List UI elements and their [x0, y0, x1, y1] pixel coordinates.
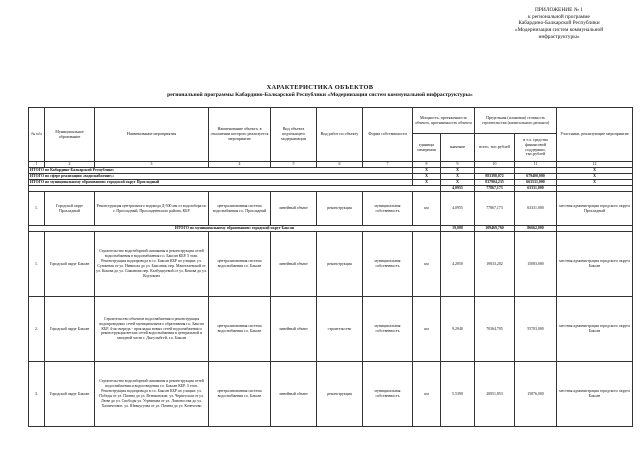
appendix-line: Кабардино-Балкарской Республики [518, 20, 600, 27]
summary-participants: X [557, 174, 633, 180]
column-number: 10 [475, 162, 515, 168]
header-capacity-unit: единицы измерения [413, 134, 441, 162]
table-row [29, 232, 633, 297]
column-number: 8 [413, 162, 441, 168]
column-number: 11 [515, 162, 557, 168]
row-fund: 15876,000 [515, 362, 557, 427]
row-participants: местная администрация городского округа Прохладный [557, 192, 633, 226]
summary-value: X [441, 180, 475, 186]
header-cost-total: всего, тыс.рублей [475, 134, 515, 162]
row-value: 9,2940 [441, 297, 475, 362]
row-fund: 15083,000 [515, 232, 557, 297]
summary-label: ИТОГО по сфере реализации «водоснабжение»: [29, 174, 413, 180]
row-measure: Строительство водозаборной скважины и реконструкция сетей водоснабжения в водоснабжения г.о. Баксан КБР. 5 этап. Реконструкция водопровода в г.о. Баксан КБР по улицам: ул. Сунженая от ул. Нимиола до ул. Баксаная, пер. Макотлаевской от ул. Кокова до ул. Сижанова пер. Калбуцкуевой от ул. Кокова до ул. Кодзокова [95, 232, 209, 297]
column-number: 3 [95, 162, 209, 168]
row-ownership: муниципальная собственность [363, 232, 413, 297]
subtotal-value: 4,0955 [441, 186, 475, 192]
row-unit: км [413, 192, 441, 226]
header-row [29, 108, 633, 134]
row-participants: местная администрация городского округа Баксан [557, 362, 633, 427]
row-num: 1. [29, 192, 45, 226]
row-unit: км [413, 232, 441, 297]
subtotal-total: 77867,173 [475, 186, 515, 192]
summary-total: 837904,235 [475, 180, 515, 186]
summary-value: X [441, 174, 475, 180]
row-fund: 55703,000 [515, 297, 557, 362]
row-total: 20051,853 [475, 362, 515, 427]
row-num: 2. [29, 297, 45, 362]
row-ownership: муниципальная собственность [363, 297, 413, 362]
column-number: 6 [317, 162, 363, 168]
appendix-line: ПРИЛОЖЕНИЕ № 1 [535, 7, 583, 13]
row-object: централизованная система водоснабжения г.о. Баксан [209, 362, 271, 427]
row-municipality: Городской округ Прохладный [45, 192, 95, 226]
row-object-type: линейный объект [271, 362, 317, 427]
column-number: 7 [363, 162, 413, 168]
row-total: 70364,705 [475, 297, 515, 362]
column-number: 2 [45, 162, 95, 168]
header-work-type: Вид работ по объекту [317, 108, 363, 162]
document-subtitle: региональной программы Кабардино-Балкарской Республики «Модернизация систем коммунальной инфраструктуры» [167, 92, 473, 98]
row-measure: Строительство водозаборной скважины и реконструкция сетей водоснабжения и водоотведения г.о. Баксан КБР. 3 этап. Реконструкция водопровода в г.о. Баксан КБР по улицам: ул. Победы от ул. Пачева до ул. Втеиковские, ул. Черкесская от ул. Люве до ул. Свободы ул. Угрванова от ул. Ломоносова до ул. Хачаечтовое, ул. Шевкугуова от ул. Пачева до ул. Кочечтово [95, 362, 209, 427]
row-work-type: реконструкция [317, 362, 363, 427]
appendix-line: инфраструктуры» [538, 33, 580, 40]
column-number: 5 [271, 162, 317, 168]
header-ownership: Форма собственности [363, 108, 413, 162]
appendix-line: к региональной программе [528, 13, 590, 20]
table-row [29, 362, 633, 427]
column-number: 12 [557, 162, 633, 168]
row-unit: км [413, 362, 441, 427]
row-municipality: Городской округ Баксан [45, 362, 95, 427]
row-num: 1. [29, 232, 45, 297]
row-value: 4,2850 [441, 232, 475, 297]
row-object-type: линейный объект [271, 192, 317, 226]
subtotal-value: 19,008 [441, 226, 475, 232]
subtotal-fund: 86662,000 [515, 226, 557, 232]
column-number: 9 [441, 162, 475, 168]
summary-total: 883398,072 [475, 174, 515, 180]
header-capacity-value: значение [441, 134, 475, 162]
row-municipality: Городской округ Баксан [45, 297, 95, 362]
header-participants: Участники, реализующие мероприятие [557, 108, 633, 162]
header-object: Наименование объекта, в отношении которого реализуется мероприятие [209, 108, 271, 162]
row-ownership: муниципальная собственность [363, 192, 413, 226]
summary-unit: X [413, 180, 441, 186]
row-participants: местная администрация городского округа Баксан [557, 232, 633, 297]
table-row [29, 192, 633, 226]
summary-label: ИТОГО по Кабардино-Балкарской Республике: [29, 168, 413, 174]
summary-fund: 679400,000 [515, 174, 557, 180]
row-fund: 63331,000 [515, 192, 557, 226]
summary-participants: X [557, 168, 633, 174]
row-unit: км [413, 297, 441, 362]
row-value: 4,0955 [441, 192, 475, 226]
row-municipality: Городской округ Баксан [45, 232, 95, 297]
row-object: централизованная система водоснабжения г.о. Баксан [209, 232, 271, 297]
summary-label: ИТОГО по муниципальному образованию: городской округ Прохладный [29, 180, 413, 186]
header-municipality: Муниципальное образование [45, 108, 95, 162]
row-measure: Реконструкция центрального водовода Д-500 мм от водозабора по г. Прохладный, Прохладненского района, КБР [95, 192, 209, 226]
summary-unit: X [413, 174, 441, 180]
row-object-type: линейный объект [271, 297, 317, 362]
row-work-type: строительство [317, 297, 363, 362]
header-measure: Наименование мероприятия [95, 108, 209, 162]
column-number: 4 [209, 162, 271, 168]
subtotal-total: 109469,760 [475, 226, 515, 232]
row-work-type: реконструкция [317, 192, 363, 226]
subtotal-label: ИТОГО по муниципальному образованию: городской округ Баксан [29, 226, 441, 232]
row-object-type: линейный объект [271, 232, 317, 297]
header-object-type: Вид объекта подлежащего модернизации [271, 108, 317, 162]
appendix-line: «Модернизация систем коммунальной [514, 27, 604, 34]
header-num: № п/п [29, 108, 45, 162]
summary-participants: X [557, 180, 633, 186]
summary-unit: X [413, 168, 441, 174]
row-measure: Строительство объектов водоснабжения и реконструкция водопроводных сетей муниципального образования г.о. Баксан КБР. 4-ая очередь - прокладка новых сетей водоснабжения и реконструкция ветхих сетей водоснабжения в центральной и западной части г. Дыгулыбгей, г.о. Баксан [95, 297, 209, 362]
row-total: 19033,202 [475, 232, 515, 297]
row-work-type: реконструкция [317, 232, 363, 297]
column-number: 1 [29, 162, 45, 168]
table-row [29, 297, 633, 362]
row-total: 77867,173 [475, 192, 515, 226]
subtotal-fund: 63331,000 [515, 186, 557, 192]
row-object: централизованная система водоснабжения г.о. Прохладный [209, 192, 271, 226]
summary-value: X [441, 168, 475, 174]
row-object: централизованная система водоснабжения г.о. Баксан [209, 297, 271, 362]
summary-fund: 663531,000 [515, 180, 557, 186]
document-title: ХАРАКТЕРИСТИКА ОБЪЕКТОВ [266, 84, 374, 91]
header-capacity: Мощность, протяженность объекта, протяженность объекта [413, 108, 475, 134]
objects-table [28, 107, 633, 427]
header-cost-fund: в т.ч. средства финансовой поддержки, тыс.рублей [515, 134, 557, 162]
appendix-header [484, 7, 634, 41]
row-num: 3. [29, 362, 45, 427]
row-ownership: муниципальная собственность [363, 362, 413, 427]
row-participants: местная администрация городского округа Баксан [557, 297, 633, 362]
row-value: 5,5390 [441, 362, 475, 427]
header-cost: Предельная (плановая) стоимость строительства (капитального ремонта) [475, 108, 557, 134]
